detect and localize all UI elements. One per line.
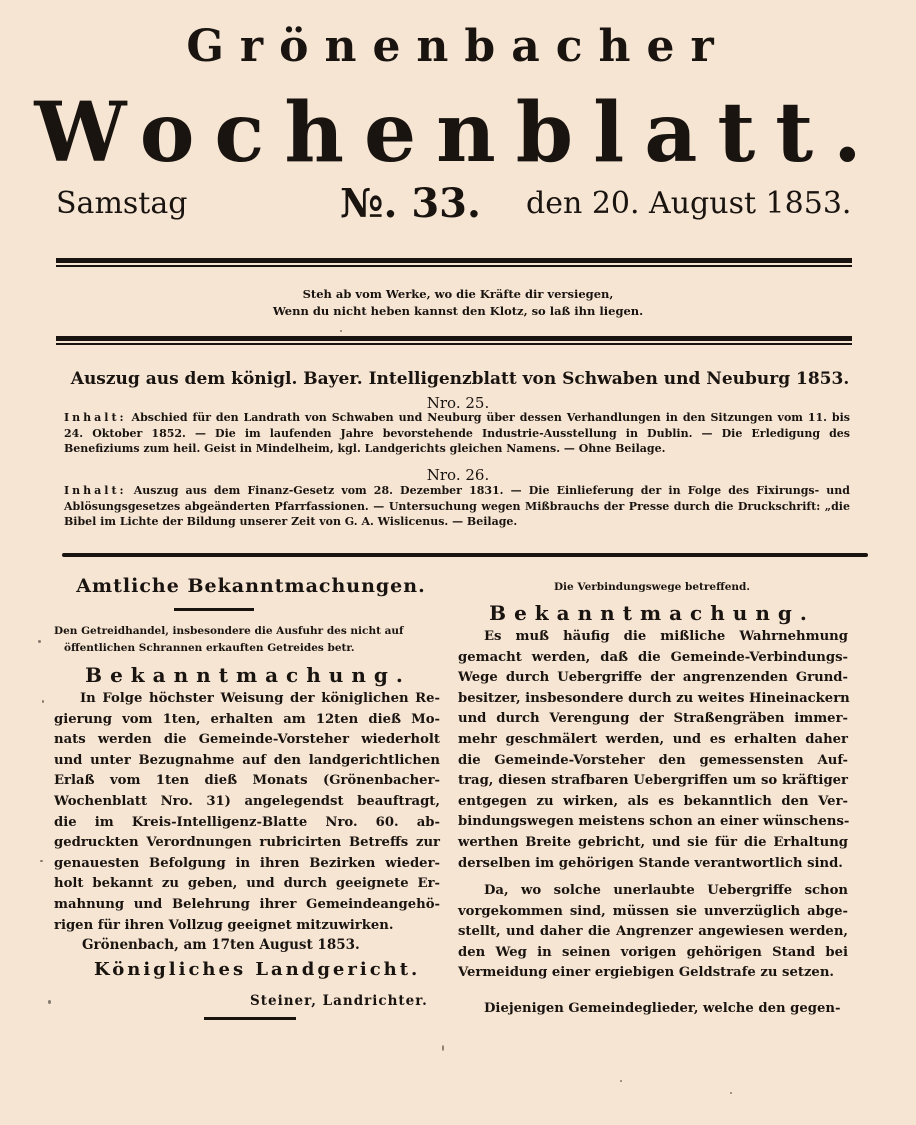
paper-speck [40, 860, 43, 862]
notice-body-paragraph-1 [458, 627, 848, 874]
body-line: In Folge höchster Weisung der königlichen Re- [80, 691, 440, 706]
body-line: genauesten Befolgung in ihren Bezirken wieder- [54, 855, 440, 871]
paper-speck [730, 1092, 732, 1094]
body-line: bindungswegen meistens schon an einer wünschens- [458, 814, 850, 830]
body-line: Erlaß vom 1ten dieß Monats (Grönenbacher- [54, 773, 440, 789]
masthead-title-line2: Wochenblatt. [34, 85, 882, 181]
place-date: Grönenbach, am 17ten August 1853. [82, 937, 360, 953]
issuing-authority: Königliches Landgericht. [94, 959, 421, 980]
body-line: derselben im gehörigen Stande verantwortlich sind. [458, 855, 843, 871]
motto-line2: Wenn du nicht heben kannst den Klotz, so laß ihn liegen. [272, 304, 644, 318]
paper-speck [442, 1045, 444, 1051]
body-line: Diejenigen Gemeindeglieder, welche den gegen- [484, 1001, 841, 1016]
body-line: gierung vom 1ten, erhalten am 12ten dieß Mo- [54, 711, 440, 727]
issue-prefix: №. [340, 180, 398, 227]
divider-rule [56, 336, 852, 345]
paper-speck [340, 330, 342, 332]
body-line: den Weg in seinen vorigen gehörigen Stand bei [458, 944, 848, 960]
body-line: rigen für ihren Vollzug geeignet mitzuwirken. [54, 917, 394, 933]
body-line: besitzer, insbesondere durch zu weites Hineinackern [458, 690, 850, 706]
divider-rule [62, 553, 868, 557]
masthead-title-line1: Grönenbacher [186, 21, 730, 72]
motto [0, 286, 916, 320]
body-line: Vermeidung einer ergiebigen Geldstrafe zu setzen. [458, 965, 834, 981]
body-line: Es muß häufig die mißliche Wahrnehmung [484, 629, 848, 644]
subject-line2: öffentlichen Schrannen erkauften Getreides betr. [64, 642, 355, 654]
issue-day: Samstag [56, 186, 188, 221]
issue-date: den 20. August 1853. [526, 186, 852, 221]
contents-label: Inhalt: [64, 484, 127, 497]
body-line: Da, wo solche unerlaubte Uebergriffe schon [484, 883, 848, 898]
body-line: gedruckten Verordnungen rubricirten Betreffs zur [54, 835, 440, 851]
paper-speck [620, 1080, 622, 1082]
body-line: entgegen zu wirken, als es bekanntlich den Ver- [458, 793, 848, 809]
body-line: gemacht werden, daß die Gemeinde-Verbindungs- [458, 649, 848, 665]
paper-speck [38, 640, 41, 643]
notice-body [54, 689, 440, 936]
notice-body-paragraph-2 [458, 881, 848, 984]
issue-number-value: 33. [411, 180, 481, 227]
notice-subject [54, 623, 454, 657]
body-line: werthen Breite gebricht, und sie für die Erhaltung [458, 834, 848, 850]
body-line: mahnung und Belehrung ihrer Gemeindeangehö- [54, 896, 440, 912]
extract-issue-number: Nro. 25. [426, 394, 490, 412]
body-line: vorgekommen sind, müssen sie unverzüglich abge- [458, 903, 848, 919]
notice-heading: Bekanntmachung. [489, 601, 815, 625]
divider-rule [56, 258, 852, 267]
body-line: Wochenblatt Nro. 31) angelegendst beauftragt, [54, 793, 440, 809]
body-line: die Gemeinde-Vorsteher den gemessensten Auf- [458, 752, 848, 768]
short-divider [174, 608, 254, 611]
signature: Steiner, Landrichter. [250, 993, 428, 1009]
contents-text: Auszug aus dem Finanz-Gesetz vom 28. Dezember 1831. — Die Einlieferung der in Folge des Fixirungs- und Ablösungsgesetzes abgeänderten Pfarrfassionen. — Untersuchung wegen Mißbrauchs der Presse durch die Druckschrift: „die Bibel im Lichte der Bildung unserer Zeit von G. A. Wislicenus. — Beilage. [64, 484, 850, 528]
body-line: holt bekannt zu geben, und durch geeignete Er- [54, 876, 440, 892]
contents-text: Abschied für den Landrath von Schwaben und Neuburg über dessen Verhandlungen in den Sitzungen vom 11. bis 24. Oktober 1852. — Die im laufenden Jahre bevorstehende Industrie-Ausstellung in Dublin. — Die Erledigung des Benefiziums zum heil. Geist in Mindelheim, kgl. Landgerichts gleichen Namens. — Ohne Beilage. [64, 411, 850, 455]
short-divider [204, 1017, 296, 1020]
extract-issue-contents [64, 410, 850, 457]
body-line: Wege durch Uebergriffe der angrenzenden Grund- [458, 670, 848, 686]
notice-body-paragraph-3 [458, 999, 848, 1020]
body-line: mehr geschmälert werden, und es erhalten daher [458, 731, 848, 747]
notice-heading: Bekanntmachung. [85, 663, 411, 687]
extract-issue-contents [64, 483, 850, 530]
issue-number [340, 180, 481, 227]
notice-subject: Die Verbindungswege betreffend. [553, 581, 751, 593]
body-line: und unter Bezugnahme auf den landgerichtlichen [54, 752, 440, 768]
body-line: die im Kreis-Intelligenz-Blatte Nro. 60. ab- [54, 814, 440, 830]
body-line: trag, diesen strafbaren Uebergriffen um so kräftiger [458, 773, 848, 789]
subject-line1: Den Getreidhandel, insbesondere die Ausfuhr des nicht auf [54, 625, 404, 637]
contents-label: Inhalt: [64, 411, 127, 424]
paper-speck [42, 700, 44, 703]
extract-issue-number: Nro. 26. [426, 466, 490, 484]
extract-title: Auszug aus dem königl. Bayer. Intelligenzblatt von Schwaben und Neuburg 1853. [70, 369, 850, 389]
section-title: Amtliche Bekanntmachungen. [76, 575, 426, 597]
motto-line1: Steh ab vom Werke, wo die Kräfte dir versiegen, [302, 287, 614, 301]
body-line: stellt, und daher die Angrenzer angewiesen werden, [458, 924, 848, 940]
body-line: und durch Verengung der Straßengräben immer- [458, 711, 848, 727]
body-line: nats werden die Gemeinde-Vorsteher wiederholt [54, 732, 440, 748]
dateline [56, 180, 856, 227]
paper-speck [48, 1000, 51, 1004]
